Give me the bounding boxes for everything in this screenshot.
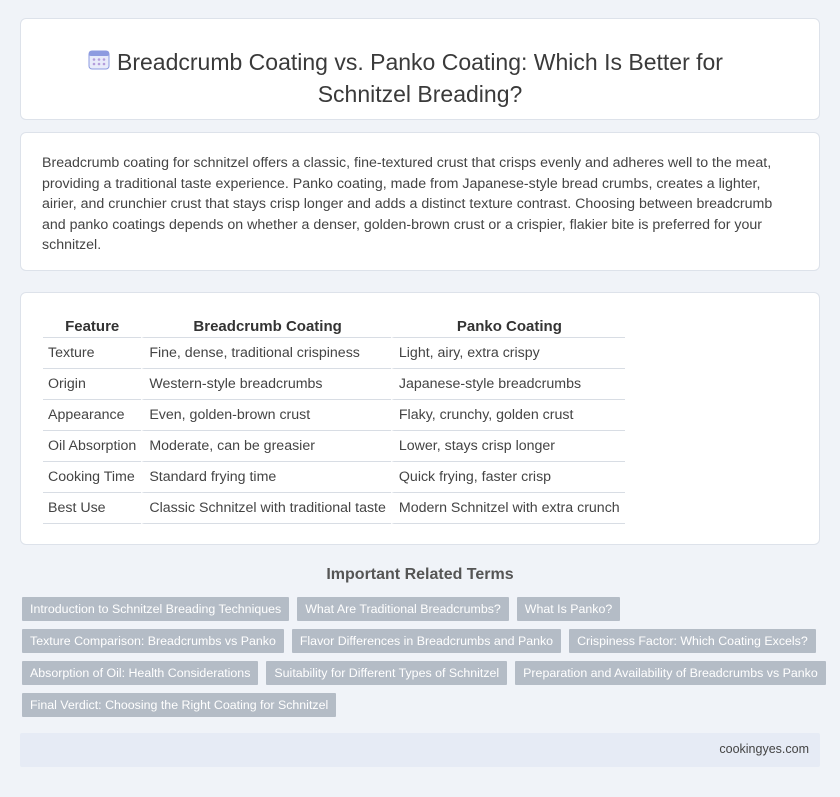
footer-site-link[interactable]: cookingyes.com [719,742,809,756]
table-cell: Moderate, can be greasier [141,431,391,462]
table-header-row [43,315,625,338]
table-cell: Japanese-style breadcrumbs [391,369,625,400]
related-term-link[interactable]: Preparation and Availability of Breadcrumbs vs Panko [515,661,826,685]
comparison-card [20,292,820,545]
header-card [20,18,820,120]
table-row [43,431,625,462]
table-cell: Cooking Time [43,462,141,493]
table-cell: Texture [43,338,141,369]
table-cell: Best Use [43,493,141,524]
footer [20,733,820,767]
intro-paragraph: Breadcrumb coating for schnitzel offers a classic, fine-textured crust that crisps evenly and adheres well to the meat, providing a traditional taste experience. Panko coating, made from Japanese-style bread crumbs, creates a lighter, airier, and crunchier crust that stays crisp longer and adds a distinct texture contrast. Choosing between breadcrumb and panko coatings depends on whether a denser, golden-brown crust or a crispier, flakier bite is preferred for your schnitzel. [42,155,773,253]
table-cell: Western-style breadcrumbs [141,369,391,400]
related-term-link[interactable]: Crispiness Factor: Which Coating Excels? [569,629,816,653]
related-term-link[interactable]: Texture Comparison: Breadcrumbs vs Panko [22,629,284,653]
related-term-link[interactable]: What Is Panko? [517,597,620,621]
related-term-link[interactable]: Introduction to Schnitzel Breading Techniques [22,597,289,621]
related-term-link[interactable]: Absorption of Oil: Health Considerations [22,661,258,685]
table-row [43,462,625,493]
related-term-link[interactable]: What Are Traditional Breadcrumbs? [297,597,509,621]
intro-card [20,132,820,271]
table-cell: Light, airy, extra crispy [391,338,625,369]
table-cell: Quick frying, faster crisp [391,462,625,493]
tag-row [22,597,822,621]
table-cell: Oil Absorption [43,431,141,462]
table-cell: Origin [43,369,141,400]
table-cell: Standard frying time [141,462,391,493]
related-term-link[interactable]: Suitability for Different Types of Schnitzel [266,661,507,685]
table-cell: Lower, stays crisp longer [391,431,625,462]
comparison-table [43,315,625,524]
table-cell: Even, golden-brown crust [141,400,391,431]
tag-row [22,661,822,685]
table-row [43,369,625,400]
table-row [43,338,625,369]
related-terms-list [22,597,822,725]
tag-row [22,629,822,653]
table-cell: Flaky, crunchy, golden crust [391,400,625,431]
related-term-link[interactable]: Flavor Differences in Breadcrumbs and Panko [292,629,561,653]
related-terms-title: Important Related Terms [326,566,514,583]
header-panko: Panko Coating [391,315,625,338]
table-cell: Appearance [43,400,141,431]
table-cell: Modern Schnitzel with extra crunch [391,493,625,524]
header-feature: Feature [43,315,141,338]
page-title: Breadcrumb Coating vs. Panko Coating: Which Is Better for Schnitzel Breading? [117,49,723,107]
table-cell: Fine, dense, traditional crispiness [141,338,391,369]
table-row [43,400,625,431]
table-cell: Classic Schnitzel with traditional taste [141,493,391,524]
header-breadcrumb: Breadcrumb Coating [141,315,391,338]
related-term-link[interactable]: Final Verdict: Choosing the Right Coating for Schnitzel [22,693,336,717]
table-row [43,493,625,524]
tag-row [22,693,822,717]
